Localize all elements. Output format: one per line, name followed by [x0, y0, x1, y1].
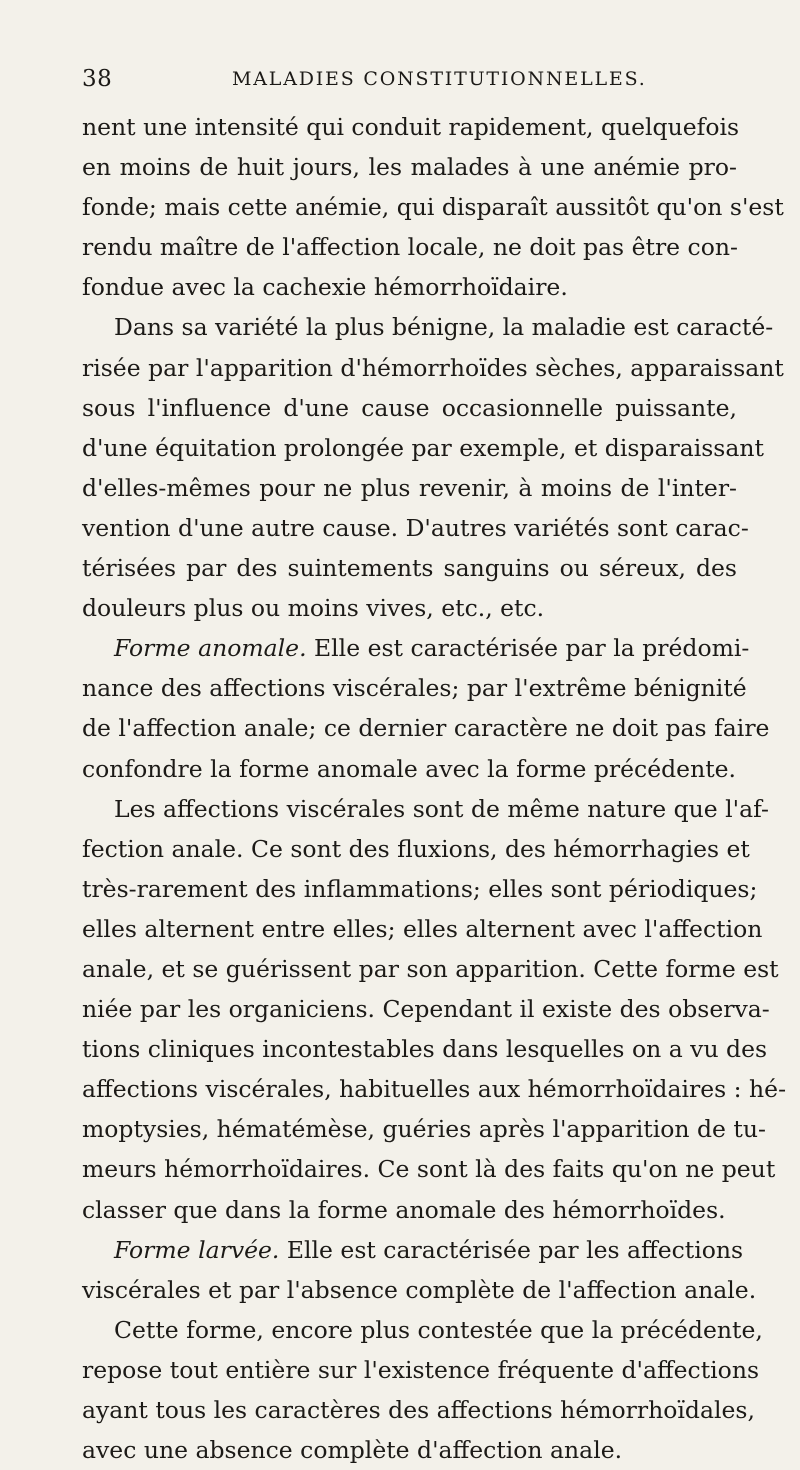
text-line-content: Cette forme, encore plus contestée que la précédente, [114, 1315, 763, 1344]
text-line-content: nance des affections viscérales; par l'extrême bénignité [82, 674, 747, 703]
text-line-content: Elle est caractérisée par la prédomi- [306, 634, 750, 663]
text-line-content: nent une intensité qui conduit rapidement, quelquefois [82, 113, 740, 141]
text-line-content: Dans sa variété la plus bénigne, la maladie est caracté- [114, 313, 774, 342]
text-line [82, 267, 737, 307]
text-line [82, 1190, 737, 1230]
text-line-content: térisées par des suintements sanguins ou séreux, des [82, 554, 737, 583]
text-line-content: en moins de huit jours, les malades à une anémie pro- [82, 153, 737, 182]
text-line [82, 468, 737, 508]
text-line [82, 829, 750, 869]
text-line-content: Les affections viscérales sont de même nature que l'af- [114, 794, 769, 823]
section-heading-italic: Forme anomale. [114, 634, 307, 663]
text-line [82, 1149, 776, 1189]
page-header [82, 66, 737, 96]
text-line [82, 869, 758, 909]
text-line [82, 428, 764, 468]
text-line [82, 1069, 787, 1109]
text-line [82, 1230, 744, 1270]
text-line-content: d'elles-mêmes pour ne plus revenir, à moins de l'inter- [82, 473, 737, 502]
text-line [82, 1430, 737, 1470]
text-line [82, 147, 737, 187]
text-line-content: affections viscérales, habituelles aux hémorrhoïdaires : hé- [82, 1075, 787, 1104]
text-line-content: viscérales et par l'absence complète de l'affection anale. [82, 1275, 757, 1304]
text-line [82, 1109, 766, 1149]
text-line-content: fection anale. Ce sont des fluxions, des hémorrhagies et [82, 834, 750, 863]
text-line [82, 1270, 757, 1310]
text-line [82, 628, 750, 668]
text-line-content: vention d'une autre cause. D'autres variétés sont carac- [82, 513, 749, 542]
text-line-content: anale, et se guérissent par son apparition. Cette forme est [82, 954, 779, 983]
text-line-content: très-rarement des inflammations; elles sont périodiques; [82, 874, 758, 903]
text-line [82, 708, 770, 748]
text-line-content: niée par les organiciens. Cependant il existe des observa- [82, 995, 770, 1024]
text-line [82, 107, 740, 147]
text-line [82, 307, 774, 347]
text-line-content: fondue avec la cachexie hémorrhoïdaire. [82, 273, 568, 302]
text-line-content: elles alternent entre elles; elles alternent avec l'affection [82, 914, 763, 943]
text-line-content: confondre la forme anomale avec la forme précédente. [82, 754, 737, 783]
text-line [82, 388, 737, 428]
text-line [82, 1029, 768, 1069]
text-line-content: meurs hémorrhoïdaires. Ce sont là des faits qu'on ne peut [82, 1155, 776, 1184]
text-line [82, 508, 749, 548]
text-line-content: tions cliniques incontestables dans lesquelles on a vu des [82, 1035, 768, 1064]
running-title: MALADIES CONSTITUTIONNELLES. [232, 68, 647, 90]
text-line [82, 949, 779, 989]
text-line [82, 1350, 760, 1390]
text-line [82, 789, 769, 829]
section-heading-italic: Forme larvée. [114, 1235, 280, 1264]
text-line [82, 348, 784, 388]
text-line-content: classer que dans la forme anomale des hémorrhoïdes. [82, 1195, 726, 1224]
text-line-content: de l'affection anale; ce dernier caractère ne doit pas faire [82, 714, 770, 743]
body-text [82, 107, 787, 1470]
text-line [82, 668, 747, 708]
text-line [82, 909, 763, 949]
text-line-content: risée par l'apparition d'hémorrhoïdes sèches, apparaissant [82, 353, 784, 382]
text-line [82, 1390, 755, 1430]
text-line [82, 187, 784, 227]
text-line-content: sous l'influence d'une cause occasionnelle puissante, [82, 393, 737, 422]
text-line-content: repose tout entière sur l'existence fréquente d'affections [82, 1355, 760, 1384]
text-line [82, 588, 737, 628]
text-line [82, 1310, 763, 1350]
text-line-content: ayant tous les caractères des affections hémorrhoïdales, [82, 1396, 755, 1424]
page-number: 38 [82, 66, 113, 92]
text-line [82, 989, 770, 1029]
text-line-content: moptysies, hématémèse, guéries après l'apparition de tu- [82, 1115, 766, 1144]
text-line-content: douleurs plus ou moins vives, etc., etc. [82, 594, 545, 623]
text-line [82, 548, 737, 588]
text-line-content: rendu maître de l'affection locale, ne doit pas être con- [82, 233, 738, 262]
text-line-content: avec une absence complète d'affection anale. [82, 1436, 623, 1465]
text-line [82, 749, 737, 789]
text-line-content: d'une équitation prolongée par exemple, et disparaissant [82, 433, 764, 462]
text-line-content: fonde; mais cette anémie, qui disparaît aussitôt qu'on s'est [82, 193, 784, 222]
text-line-content: Elle est caractérisée par les affections [279, 1235, 744, 1264]
text-line [82, 227, 737, 267]
